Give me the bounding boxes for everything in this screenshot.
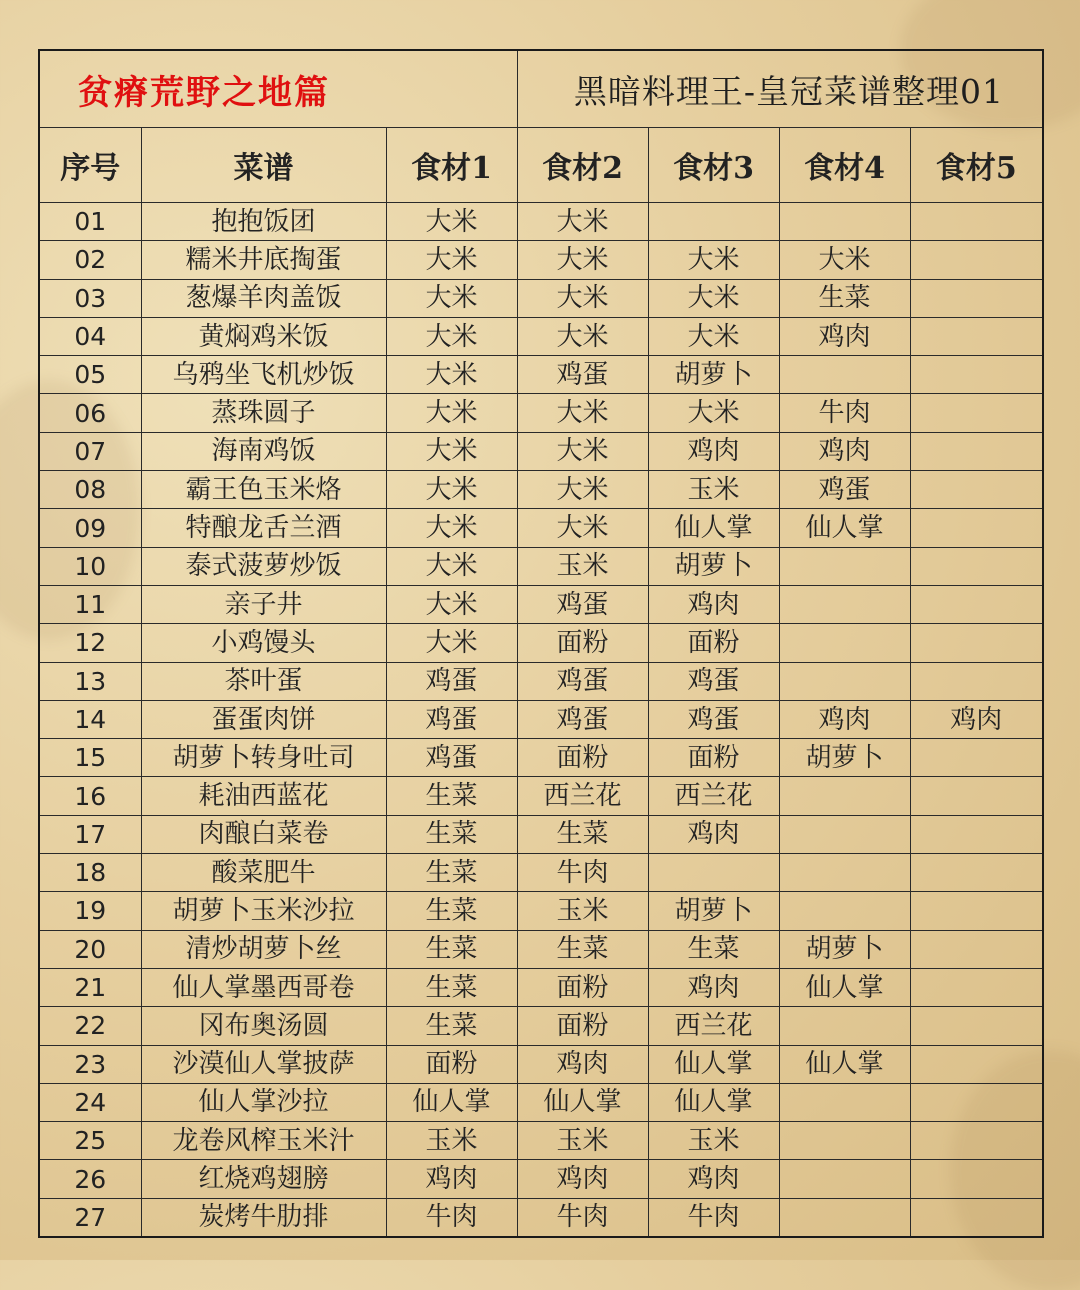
ingredient-2: 大米 bbox=[517, 317, 648, 355]
ingredient-5 bbox=[910, 1122, 1043, 1160]
ingredient-4: 牛肉 bbox=[779, 394, 910, 432]
table-row bbox=[39, 394, 1043, 432]
ingredient-4 bbox=[779, 1122, 910, 1160]
row-index: 15 bbox=[39, 739, 141, 777]
ingredient-5: 鸡肉 bbox=[910, 700, 1043, 738]
ingredient-3: 大米 bbox=[648, 241, 779, 279]
ingredient-2: 大米 bbox=[517, 241, 648, 279]
recipe-name: 抱抱饭团 bbox=[141, 203, 386, 241]
ingredient-4 bbox=[779, 585, 910, 623]
table-row bbox=[39, 1045, 1043, 1083]
row-index: 20 bbox=[39, 930, 141, 968]
row-index: 24 bbox=[39, 1083, 141, 1121]
ingredient-2: 大米 bbox=[517, 279, 648, 317]
ingredient-5 bbox=[910, 854, 1043, 892]
ingredient-2: 面粉 bbox=[517, 739, 648, 777]
recipe-name: 乌鸦坐飞机炒饭 bbox=[141, 356, 386, 394]
recipe-name: 炭烤牛肋排 bbox=[141, 1198, 386, 1237]
row-index: 01 bbox=[39, 203, 141, 241]
row-index: 08 bbox=[39, 471, 141, 509]
ingredient-3: 面粉 bbox=[648, 739, 779, 777]
ingredient-3: 仙人掌 bbox=[648, 1045, 779, 1083]
ingredient-3: 鸡肉 bbox=[648, 1160, 779, 1198]
ingredient-3: 牛肉 bbox=[648, 1198, 779, 1237]
ingredient-1: 大米 bbox=[386, 241, 517, 279]
col-header-index: 序号 bbox=[39, 128, 141, 203]
ingredient-1: 生菜 bbox=[386, 930, 517, 968]
header-row bbox=[39, 128, 1043, 203]
ingredient-4 bbox=[779, 892, 910, 930]
ingredient-3: 仙人掌 bbox=[648, 1083, 779, 1121]
row-index: 17 bbox=[39, 815, 141, 853]
table-row bbox=[39, 815, 1043, 853]
table-row bbox=[39, 356, 1043, 394]
ingredient-2: 生菜 bbox=[517, 930, 648, 968]
ingredient-1: 生菜 bbox=[386, 1007, 517, 1045]
recipe-name: 霸王色玉米烙 bbox=[141, 471, 386, 509]
ingredient-4 bbox=[779, 1007, 910, 1045]
ingredient-2: 玉米 bbox=[517, 1122, 648, 1160]
ingredient-5 bbox=[910, 815, 1043, 853]
row-index: 14 bbox=[39, 700, 141, 738]
ingredient-4: 鸡肉 bbox=[779, 317, 910, 355]
ingredient-5 bbox=[910, 892, 1043, 930]
row-index: 18 bbox=[39, 854, 141, 892]
recipe-name: 红烧鸡翅膀 bbox=[141, 1160, 386, 1198]
ingredient-5 bbox=[910, 356, 1043, 394]
recipe-name: 蒸珠圆子 bbox=[141, 394, 386, 432]
ingredient-5 bbox=[910, 624, 1043, 662]
ingredient-3: 大米 bbox=[648, 279, 779, 317]
row-index: 16 bbox=[39, 777, 141, 815]
ingredient-3 bbox=[648, 854, 779, 892]
table-row bbox=[39, 471, 1043, 509]
ingredient-3: 胡萝卜 bbox=[648, 547, 779, 585]
ingredient-4: 胡萝卜 bbox=[779, 930, 910, 968]
row-index: 07 bbox=[39, 432, 141, 470]
ingredient-2: 玉米 bbox=[517, 892, 648, 930]
ingredient-2: 鸡肉 bbox=[517, 1045, 648, 1083]
recipe-name: 泰式菠萝炒饭 bbox=[141, 547, 386, 585]
row-index: 22 bbox=[39, 1007, 141, 1045]
ingredient-3: 西兰花 bbox=[648, 777, 779, 815]
ingredient-5 bbox=[910, 739, 1043, 777]
ingredient-4: 鸡蛋 bbox=[779, 471, 910, 509]
title-row bbox=[39, 50, 1043, 128]
ingredient-5 bbox=[910, 1045, 1043, 1083]
ingredient-1: 鸡蛋 bbox=[386, 700, 517, 738]
ingredient-1: 大米 bbox=[386, 317, 517, 355]
ingredient-4 bbox=[779, 203, 910, 241]
ingredient-5 bbox=[910, 662, 1043, 700]
table-row bbox=[39, 968, 1043, 1006]
recipe-name: 沙漠仙人掌披萨 bbox=[141, 1045, 386, 1083]
table-row bbox=[39, 1122, 1043, 1160]
row-index: 11 bbox=[39, 585, 141, 623]
ingredient-1: 大米 bbox=[386, 394, 517, 432]
ingredient-4 bbox=[779, 624, 910, 662]
ingredient-5 bbox=[910, 241, 1043, 279]
table-row bbox=[39, 700, 1043, 738]
ingredient-3: 仙人掌 bbox=[648, 509, 779, 547]
table-row bbox=[39, 279, 1043, 317]
ingredient-2: 玉米 bbox=[517, 547, 648, 585]
table-row bbox=[39, 241, 1043, 279]
table-row bbox=[39, 203, 1043, 241]
ingredient-2: 鸡蛋 bbox=[517, 585, 648, 623]
table-row bbox=[39, 509, 1043, 547]
recipe-name: 耗油西蓝花 bbox=[141, 777, 386, 815]
ingredient-3: 玉米 bbox=[648, 1122, 779, 1160]
ingredient-1: 生菜 bbox=[386, 968, 517, 1006]
table-row bbox=[39, 1198, 1043, 1237]
ingredient-5 bbox=[910, 1198, 1043, 1237]
recipe-name: 糯米井底掏蛋 bbox=[141, 241, 386, 279]
ingredient-1: 生菜 bbox=[386, 815, 517, 853]
row-index: 09 bbox=[39, 509, 141, 547]
recipe-name: 黄焖鸡米饭 bbox=[141, 317, 386, 355]
ingredient-3: 鸡肉 bbox=[648, 432, 779, 470]
table-row bbox=[39, 662, 1043, 700]
table-row bbox=[39, 547, 1043, 585]
ingredient-2: 牛肉 bbox=[517, 1198, 648, 1237]
ingredient-5 bbox=[910, 585, 1043, 623]
ingredient-5 bbox=[910, 1160, 1043, 1198]
ingredient-2: 大米 bbox=[517, 394, 648, 432]
ingredient-4 bbox=[779, 815, 910, 853]
table-row bbox=[39, 1083, 1043, 1121]
ingredient-4 bbox=[779, 662, 910, 700]
ingredient-1: 大米 bbox=[386, 624, 517, 662]
ingredient-2: 大米 bbox=[517, 509, 648, 547]
table-row bbox=[39, 854, 1043, 892]
ingredient-5 bbox=[910, 432, 1043, 470]
ingredient-2: 大米 bbox=[517, 203, 648, 241]
ingredient-2: 鸡肉 bbox=[517, 1160, 648, 1198]
table-row bbox=[39, 624, 1043, 662]
recipe-name: 茶叶蛋 bbox=[141, 662, 386, 700]
recipe-name: 清炒胡萝卜丝 bbox=[141, 930, 386, 968]
ingredient-4: 鸡肉 bbox=[779, 700, 910, 738]
ingredient-1: 面粉 bbox=[386, 1045, 517, 1083]
sheet-title: 黑暗料理王-皇冠菜谱整理01 bbox=[517, 50, 1043, 128]
table-row bbox=[39, 1160, 1043, 1198]
row-index: 10 bbox=[39, 547, 141, 585]
ingredient-1: 大米 bbox=[386, 203, 517, 241]
recipe-name: 海南鸡饭 bbox=[141, 432, 386, 470]
row-index: 23 bbox=[39, 1045, 141, 1083]
row-index: 13 bbox=[39, 662, 141, 700]
row-index: 02 bbox=[39, 241, 141, 279]
ingredient-2: 牛肉 bbox=[517, 854, 648, 892]
recipe-name: 仙人掌墨西哥卷 bbox=[141, 968, 386, 1006]
ingredient-2: 生菜 bbox=[517, 815, 648, 853]
row-index: 27 bbox=[39, 1198, 141, 1237]
table-row bbox=[39, 739, 1043, 777]
ingredient-4: 仙人掌 bbox=[779, 509, 910, 547]
recipe-name: 冈布奥汤圆 bbox=[141, 1007, 386, 1045]
ingredient-4: 仙人掌 bbox=[779, 968, 910, 1006]
ingredient-2: 鸡蛋 bbox=[517, 356, 648, 394]
ingredient-3: 鸡蛋 bbox=[648, 700, 779, 738]
recipe-name: 特酿龙舌兰酒 bbox=[141, 509, 386, 547]
row-index: 26 bbox=[39, 1160, 141, 1198]
ingredient-4 bbox=[779, 1083, 910, 1121]
ingredient-3: 胡萝卜 bbox=[648, 892, 779, 930]
ingredient-5 bbox=[910, 1083, 1043, 1121]
ingredient-4 bbox=[779, 547, 910, 585]
row-index: 05 bbox=[39, 356, 141, 394]
ingredient-5 bbox=[910, 394, 1043, 432]
ingredient-2: 面粉 bbox=[517, 968, 648, 1006]
recipe-name: 小鸡馒头 bbox=[141, 624, 386, 662]
ingredient-5 bbox=[910, 968, 1043, 1006]
col-header-ingredient-3: 食材3 bbox=[648, 128, 779, 203]
ingredient-4 bbox=[779, 1198, 910, 1237]
ingredient-5 bbox=[910, 279, 1043, 317]
ingredient-5 bbox=[910, 930, 1043, 968]
ingredient-3: 大米 bbox=[648, 394, 779, 432]
ingredient-3: 鸡肉 bbox=[648, 585, 779, 623]
row-index: 12 bbox=[39, 624, 141, 662]
recipe-name: 仙人掌沙拉 bbox=[141, 1083, 386, 1121]
ingredient-1: 鸡蛋 bbox=[386, 739, 517, 777]
recipe-name: 胡萝卜玉米沙拉 bbox=[141, 892, 386, 930]
table-row bbox=[39, 317, 1043, 355]
ingredient-1: 生菜 bbox=[386, 854, 517, 892]
ingredient-2: 大米 bbox=[517, 432, 648, 470]
ingredient-1: 大米 bbox=[386, 279, 517, 317]
col-header-ingredient-5: 食材5 bbox=[910, 128, 1043, 203]
ingredient-4 bbox=[779, 854, 910, 892]
ingredient-1: 大米 bbox=[386, 471, 517, 509]
ingredient-5 bbox=[910, 509, 1043, 547]
row-index: 03 bbox=[39, 279, 141, 317]
ingredient-1: 大米 bbox=[386, 509, 517, 547]
ingredient-2: 面粉 bbox=[517, 624, 648, 662]
chapter-title: 贫瘠荒野之地篇 bbox=[39, 50, 517, 128]
ingredient-4 bbox=[779, 777, 910, 815]
ingredient-1: 鸡肉 bbox=[386, 1160, 517, 1198]
recipe-name: 肉酿白菜卷 bbox=[141, 815, 386, 853]
ingredient-2: 仙人掌 bbox=[517, 1083, 648, 1121]
ingredient-4: 大米 bbox=[779, 241, 910, 279]
ingredient-3: 鸡肉 bbox=[648, 815, 779, 853]
ingredient-3: 鸡蛋 bbox=[648, 662, 779, 700]
ingredient-1: 玉米 bbox=[386, 1122, 517, 1160]
ingredient-1: 大米 bbox=[386, 432, 517, 470]
row-index: 04 bbox=[39, 317, 141, 355]
col-header-ingredient-1: 食材1 bbox=[386, 128, 517, 203]
ingredient-4: 仙人掌 bbox=[779, 1045, 910, 1083]
recipe-name: 龙卷风榨玉米汁 bbox=[141, 1122, 386, 1160]
ingredient-1: 大米 bbox=[386, 356, 517, 394]
ingredient-1: 仙人掌 bbox=[386, 1083, 517, 1121]
ingredient-3: 生菜 bbox=[648, 930, 779, 968]
row-index: 21 bbox=[39, 968, 141, 1006]
ingredient-1: 大米 bbox=[386, 585, 517, 623]
col-header-ingredient-2: 食材2 bbox=[517, 128, 648, 203]
ingredient-2: 鸡蛋 bbox=[517, 662, 648, 700]
ingredient-2: 面粉 bbox=[517, 1007, 648, 1045]
ingredient-3: 玉米 bbox=[648, 471, 779, 509]
ingredient-5 bbox=[910, 471, 1043, 509]
ingredient-5 bbox=[910, 777, 1043, 815]
ingredient-4 bbox=[779, 1160, 910, 1198]
table-row bbox=[39, 585, 1043, 623]
ingredient-5 bbox=[910, 547, 1043, 585]
ingredient-5 bbox=[910, 317, 1043, 355]
ingredient-1: 牛肉 bbox=[386, 1198, 517, 1237]
recipe-name: 酸菜肥牛 bbox=[141, 854, 386, 892]
recipe-name: 葱爆羊肉盖饭 bbox=[141, 279, 386, 317]
ingredient-4: 胡萝卜 bbox=[779, 739, 910, 777]
recipe-name: 亲子井 bbox=[141, 585, 386, 623]
row-index: 19 bbox=[39, 892, 141, 930]
ingredient-1: 生菜 bbox=[386, 892, 517, 930]
row-index: 06 bbox=[39, 394, 141, 432]
ingredient-1: 生菜 bbox=[386, 777, 517, 815]
ingredient-2: 大米 bbox=[517, 471, 648, 509]
ingredient-4 bbox=[779, 356, 910, 394]
table-row bbox=[39, 1007, 1043, 1045]
table-row bbox=[39, 432, 1043, 470]
row-index: 25 bbox=[39, 1122, 141, 1160]
ingredient-3: 胡萝卜 bbox=[648, 356, 779, 394]
ingredient-4: 鸡肉 bbox=[779, 432, 910, 470]
ingredient-5 bbox=[910, 203, 1043, 241]
ingredient-4: 生菜 bbox=[779, 279, 910, 317]
ingredient-3: 西兰花 bbox=[648, 1007, 779, 1045]
recipe-name: 蛋蛋肉饼 bbox=[141, 700, 386, 738]
col-header-recipe: 菜谱 bbox=[141, 128, 386, 203]
recipe-table bbox=[38, 49, 1044, 1238]
ingredient-2: 鸡蛋 bbox=[517, 700, 648, 738]
recipe-name: 胡萝卜转身吐司 bbox=[141, 739, 386, 777]
ingredient-3: 大米 bbox=[648, 317, 779, 355]
ingredient-1: 鸡蛋 bbox=[386, 662, 517, 700]
col-header-ingredient-4: 食材4 bbox=[779, 128, 910, 203]
table-row bbox=[39, 930, 1043, 968]
ingredient-3 bbox=[648, 203, 779, 241]
table-row bbox=[39, 777, 1043, 815]
ingredient-1: 大米 bbox=[386, 547, 517, 585]
ingredient-3: 鸡肉 bbox=[648, 968, 779, 1006]
ingredient-5 bbox=[910, 1007, 1043, 1045]
ingredient-2: 西兰花 bbox=[517, 777, 648, 815]
table-row bbox=[39, 892, 1043, 930]
ingredient-3: 面粉 bbox=[648, 624, 779, 662]
